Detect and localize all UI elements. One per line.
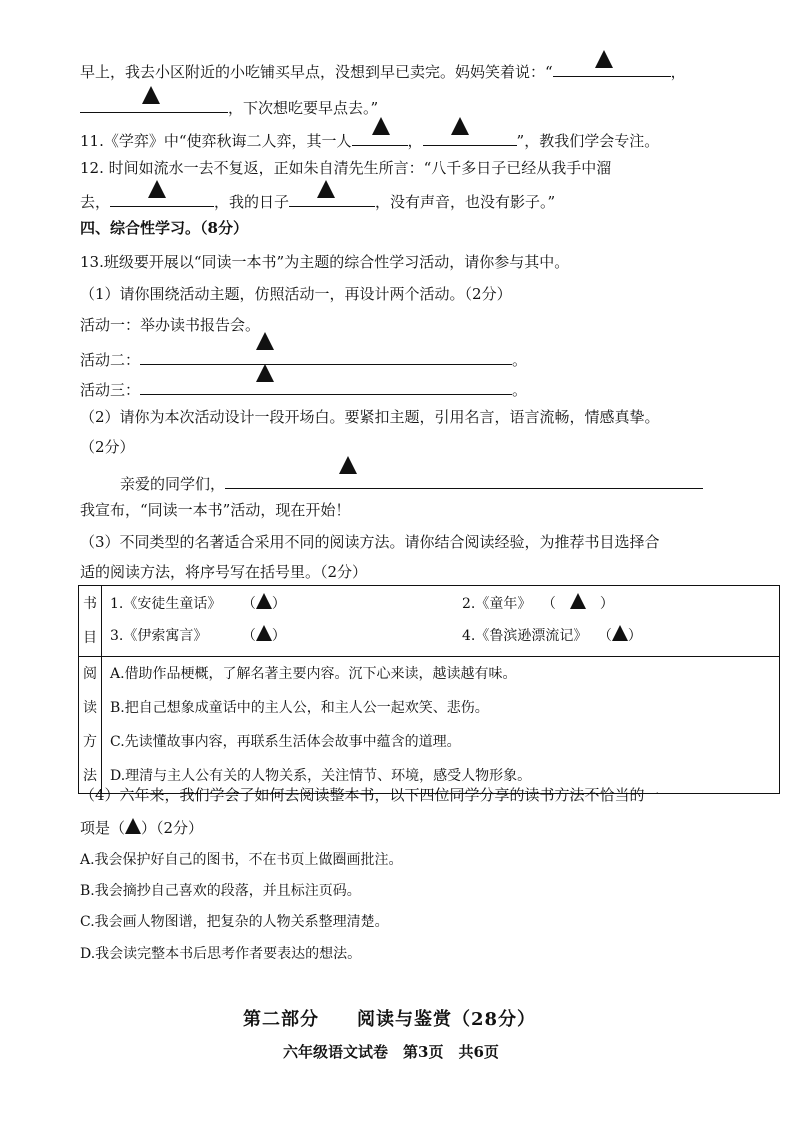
triangle-icon[interactable] xyxy=(256,625,272,641)
paren: ） xyxy=(271,596,286,612)
question-11 xyxy=(80,127,659,151)
section-heading: 四、综合性学习。（8分） xyxy=(80,219,248,237)
question-text: ”，教我们学会专注。 xyxy=(516,132,660,150)
opening-speech xyxy=(120,470,703,494)
punctuation: ， xyxy=(670,63,686,81)
paren: ） xyxy=(271,628,286,644)
passage-text: ，下次想吃要早点去。” xyxy=(228,99,379,117)
activity-2 xyxy=(80,346,527,370)
triangle-icon xyxy=(451,117,469,135)
question-text: 11.《学弈》中“使弈秋诲二人弈，其一人 xyxy=(80,132,352,150)
text-line xyxy=(80,94,378,118)
triangle-icon xyxy=(256,332,274,350)
question-13-3-cont: 适的阅读方法，将序号写在括号里。（2分） xyxy=(80,563,368,581)
question-13-2-score: （2分） xyxy=(80,438,135,456)
triangle-icon[interactable] xyxy=(256,593,272,609)
question-text: ）（2分） xyxy=(141,819,204,837)
question-text: 项是（ xyxy=(80,819,126,837)
reading-method-table xyxy=(78,585,780,794)
page-footer: 六年级语文试卷 第3页 共6页 xyxy=(283,1043,499,1061)
side-char: 阅 xyxy=(83,666,97,682)
question-13: 13.班级要开展以“同读一本书”为主题的综合性学习活动，请你参与其中。 xyxy=(80,253,570,271)
activity-3 xyxy=(80,376,527,400)
paren: （ xyxy=(241,596,256,612)
books-side-label xyxy=(79,586,102,657)
passage-text: 早上，我去小区附近的小吃铺买早点，没想到早已卖完。妈妈笑着说：“ xyxy=(80,63,553,81)
triangle-icon xyxy=(372,117,390,135)
side-char: 书 xyxy=(83,596,97,612)
book-title: 4.《鲁滨逊漂流记》 xyxy=(462,628,588,644)
question-13-4-cont xyxy=(80,818,203,838)
answer-blank[interactable] xyxy=(80,94,228,113)
book-title: 2.《童年》 xyxy=(462,596,532,612)
side-char: 读 xyxy=(83,700,97,716)
activity-1: 活动一：举办读书报告会。 xyxy=(80,316,261,334)
option-b: B.我会摘抄自己喜欢的段落，并且标注页码。 xyxy=(80,883,361,899)
question-13-2: （2）请你为本次活动设计一段开场白。要紧扣主题，引用名言，语言流畅，情感真挚。 xyxy=(80,408,660,426)
methods-cell xyxy=(102,657,780,794)
speech-text: 亲爱的同学们， xyxy=(120,475,226,493)
activity-label: 活动二： xyxy=(80,351,141,369)
option-a: A.我会保护好自己的图书，不在书页上做圈画批注。 xyxy=(80,852,403,868)
answer-blank[interactable] xyxy=(110,188,214,207)
book-item-3 xyxy=(110,625,286,645)
paren: （ xyxy=(241,628,256,644)
book-title: 3.《伊索寓言》 xyxy=(110,628,208,644)
side-char: 法 xyxy=(83,768,97,784)
paren: ） xyxy=(599,596,614,612)
triangle-icon xyxy=(148,180,166,198)
opening-speech-end: 我宣布，“同读一本书”活动，现在开始！ xyxy=(80,501,351,519)
question-13-4: （4）六年来，我们学会了如何去阅读整本书，以下四位同学分享的读书方法不恰当的一 xyxy=(80,786,660,804)
answer-blank[interactable] xyxy=(553,58,671,77)
paren: （ xyxy=(541,596,556,612)
punctuation: 。 xyxy=(512,381,528,399)
answer-blank[interactable] xyxy=(140,376,512,395)
option-c: C.我会画人物图谱，把复杂的人物关系整理清楚。 xyxy=(80,914,389,930)
question-text: 12. 时间如流水一去不复返，正如朱自清先生所言：“八千多日子已经从我手中溜 xyxy=(80,159,612,177)
activity-label: 活动三： xyxy=(80,381,141,399)
triangle-icon xyxy=(339,456,357,474)
method-item: B.把自己想象成童话中的主人公，和主人公一起欢笑、悲伤。 xyxy=(110,700,489,716)
book-title: 1.《安徒生童话》 xyxy=(110,596,222,612)
paren: （ xyxy=(597,628,612,644)
methods-side-label xyxy=(79,657,102,794)
text-line xyxy=(80,58,686,82)
triangle-icon[interactable] xyxy=(570,593,586,609)
side-char: 方 xyxy=(83,734,97,750)
triangle-icon xyxy=(256,364,274,382)
question-text: ，我的日子 xyxy=(214,193,290,211)
question-text: 去， xyxy=(80,193,111,211)
question-13-1: （1）请你围绕活动主题，仿照活动一，再设计两个活动。（2分） xyxy=(80,285,512,303)
answer-blank[interactable] xyxy=(140,346,512,365)
paren: ） xyxy=(627,628,642,644)
answer-blank[interactable] xyxy=(225,470,703,489)
question-12 xyxy=(80,158,611,178)
method-item: A.借助作品梗概，了解名著主要内容。沉下心来读，越读越有味。 xyxy=(110,666,517,682)
book-item-1 xyxy=(110,593,286,613)
punctuation: 。 xyxy=(512,351,528,369)
book-item-4 xyxy=(462,625,642,645)
side-char: 目 xyxy=(83,630,97,646)
method-item: D.理清与主人公有关的人物关系，关注情节、环境，感受人物形象。 xyxy=(110,768,532,784)
triangle-icon[interactable] xyxy=(125,818,141,834)
triangle-icon[interactable] xyxy=(612,625,628,641)
answer-blank[interactable] xyxy=(423,127,517,146)
triangle-icon xyxy=(595,50,613,68)
answer-blank[interactable] xyxy=(352,127,408,146)
answer-blank[interactable] xyxy=(289,188,375,207)
method-item: C.先读懂故事内容，再联系生活体会故事中蕴含的道理。 xyxy=(110,734,461,750)
question-13-3: （3）不同类型的名著适合采用不同的阅读方法。请你结合阅读经验，为推荐书目选择合 xyxy=(80,533,660,551)
question-text: ，没有声音，也没有影子。” xyxy=(375,193,556,211)
question-12-cont xyxy=(80,188,555,212)
books-cell xyxy=(102,586,780,657)
triangle-icon xyxy=(142,86,160,104)
triangle-icon xyxy=(317,180,335,198)
punctuation: ， xyxy=(407,132,423,150)
book-item-2 xyxy=(462,593,614,613)
option-d: D.我会读完整本书后思考作者要表达的想法。 xyxy=(80,946,362,962)
part-two-heading: 第二部分 阅读与鉴赏（28分） xyxy=(243,1009,537,1030)
